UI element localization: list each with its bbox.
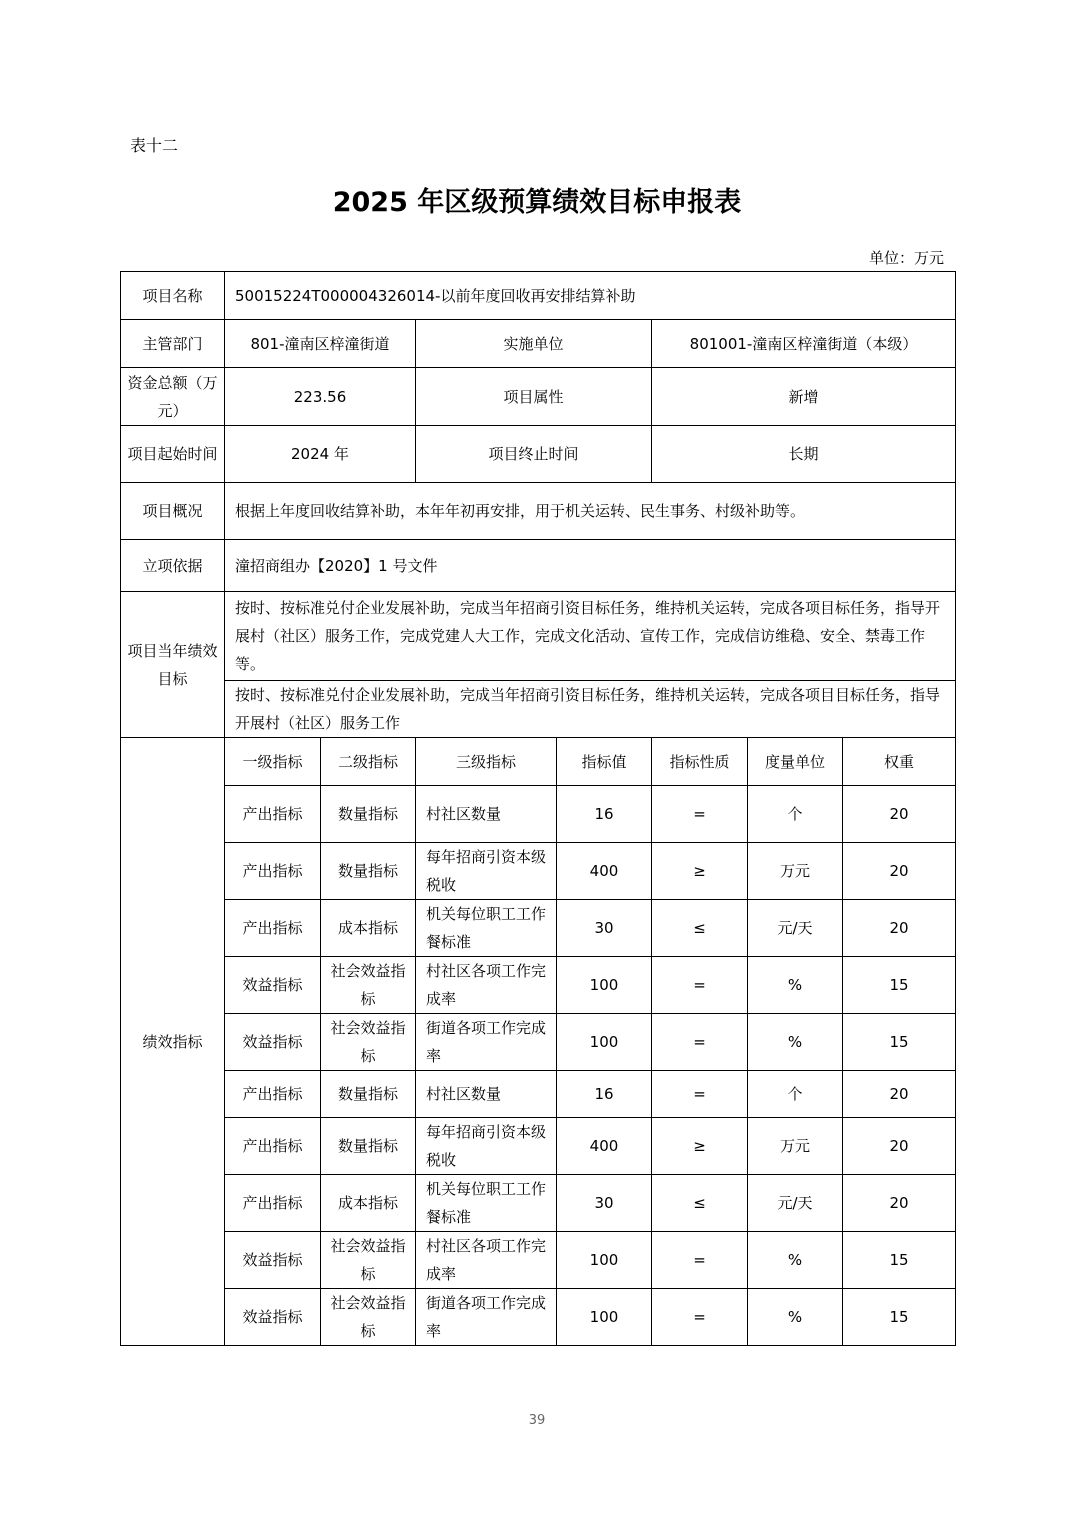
level2-cell: 社会效益指标 bbox=[321, 1014, 416, 1071]
impl-value: 801001-潼南区梓潼街道（本级） bbox=[652, 320, 956, 368]
dept-value: 801-潼南区梓潼街道 bbox=[225, 320, 416, 368]
level3-cell: 村社区各项工作完成率 bbox=[416, 1232, 557, 1289]
level3-cell: 机关每位职工工作餐标准 bbox=[416, 1175, 557, 1232]
table-label: 表十二 bbox=[130, 136, 179, 155]
indicator-row bbox=[121, 900, 956, 957]
unit-cell: % bbox=[748, 1289, 843, 1346]
nature-cell: = bbox=[652, 957, 748, 1014]
attr-value: 新增 bbox=[652, 368, 956, 426]
nature-cell: ≥ bbox=[652, 1118, 748, 1175]
value-header: 指标值 bbox=[557, 738, 652, 786]
unit-header: 度量单位 bbox=[748, 738, 843, 786]
value-cell: 16 bbox=[557, 1071, 652, 1118]
document-title: 2025 年区级预算绩效目标申报表 bbox=[332, 187, 742, 218]
indicator-row bbox=[121, 957, 956, 1014]
performance-form-table bbox=[120, 271, 956, 1346]
indicator-row bbox=[121, 1118, 956, 1175]
weight-cell: 20 bbox=[843, 1118, 956, 1175]
weight-header: 权重 bbox=[843, 738, 956, 786]
level2-cell: 数量指标 bbox=[321, 786, 416, 843]
value-cell: 100 bbox=[557, 1289, 652, 1346]
row-period bbox=[121, 426, 956, 483]
indicator-row bbox=[121, 1289, 956, 1346]
weight-cell: 15 bbox=[843, 957, 956, 1014]
fund-value: 223.56 bbox=[225, 368, 416, 426]
goal-value-1: 按时、按标准兑付企业发展补助，完成当年招商引资目标任务，维持机关运转，完成各项目标任务，指导开展村（社区）服务工作，完成党建人大工作，完成文化活动、宣传工作，完成信访维稳、安全、禁毒工作等。 bbox=[225, 592, 956, 681]
start-label: 项目起始时间 bbox=[121, 426, 225, 483]
dept-label: 主管部门 bbox=[121, 320, 225, 368]
value-cell: 16 bbox=[557, 786, 652, 843]
overview-value: 根据上年度回收结算补助，本年年初再安排，用于机关运转、民生事务、村级补助等。 bbox=[225, 483, 956, 540]
nature-header: 指标性质 bbox=[652, 738, 748, 786]
unit-cell: 万元 bbox=[748, 843, 843, 900]
unit-label: 单位：万元 bbox=[868, 249, 944, 267]
weight-cell: 20 bbox=[843, 1175, 956, 1232]
level2-cell: 社会效益指标 bbox=[321, 957, 416, 1014]
level1-cell: 产出指标 bbox=[225, 843, 321, 900]
fund-label: 资金总额（万元） bbox=[121, 368, 225, 426]
goal-value-2: 按时、按标准兑付企业发展补助，完成当年招商引资目标任务，维持机关运转，完成各项目目标任务，指导开展村（社区）服务工作 bbox=[225, 681, 956, 738]
indicator-row bbox=[121, 1232, 956, 1289]
project-name-label: 项目名称 bbox=[121, 272, 225, 320]
level3-cell: 机关每位职工工作餐标准 bbox=[416, 900, 557, 957]
indicator-row bbox=[121, 843, 956, 900]
level1-cell: 效益指标 bbox=[225, 1014, 321, 1071]
unit-cell: 万元 bbox=[748, 1118, 843, 1175]
level1-cell: 效益指标 bbox=[225, 1232, 321, 1289]
level3-cell: 街道各项工作完成率 bbox=[416, 1014, 557, 1071]
weight-cell: 15 bbox=[843, 1232, 956, 1289]
weight-cell: 20 bbox=[843, 1071, 956, 1118]
level1-cell: 效益指标 bbox=[225, 1289, 321, 1346]
goal-label: 项目当年绩效目标 bbox=[121, 592, 225, 738]
level1-cell: 产出指标 bbox=[225, 900, 321, 957]
level1-cell: 产出指标 bbox=[225, 1175, 321, 1232]
nature-cell: = bbox=[652, 786, 748, 843]
level2-cell: 数量指标 bbox=[321, 1071, 416, 1118]
project-name-value: 50015224T000004326014-以前年度回收再安排结算补助 bbox=[225, 272, 956, 320]
value-cell: 100 bbox=[557, 1014, 652, 1071]
end-value: 长期 bbox=[652, 426, 956, 483]
level1-cell: 效益指标 bbox=[225, 957, 321, 1014]
level2-cell: 数量指标 bbox=[321, 1118, 416, 1175]
level3-cell: 街道各项工作完成率 bbox=[416, 1289, 557, 1346]
level1-header: 一级指标 bbox=[225, 738, 321, 786]
level3-cell: 每年招商引资本级税收 bbox=[416, 843, 557, 900]
unit-cell: 个 bbox=[748, 786, 843, 843]
nature-cell: = bbox=[652, 1289, 748, 1346]
nature-cell: ≤ bbox=[652, 1175, 748, 1232]
row-overview bbox=[121, 483, 956, 540]
unit-cell: % bbox=[748, 1014, 843, 1071]
level2-cell: 社会效益指标 bbox=[321, 1232, 416, 1289]
level2-cell: 成本指标 bbox=[321, 900, 416, 957]
row-department bbox=[121, 320, 956, 368]
weight-cell: 20 bbox=[843, 843, 956, 900]
level3-cell: 村社区各项工作完成率 bbox=[416, 957, 557, 1014]
row-basis bbox=[121, 540, 956, 592]
basis-label: 立项依据 bbox=[121, 540, 225, 592]
level2-cell: 成本指标 bbox=[321, 1175, 416, 1232]
level1-cell: 产出指标 bbox=[225, 1071, 321, 1118]
level2-cell: 社会效益指标 bbox=[321, 1289, 416, 1346]
row-project-name bbox=[121, 272, 956, 320]
end-label: 项目终止时间 bbox=[416, 426, 652, 483]
page-number: 39 bbox=[528, 1413, 546, 1428]
value-cell: 400 bbox=[557, 843, 652, 900]
level1-cell: 产出指标 bbox=[225, 786, 321, 843]
weight-cell: 15 bbox=[843, 1289, 956, 1346]
overview-label: 项目概况 bbox=[121, 483, 225, 540]
unit-cell: % bbox=[748, 1232, 843, 1289]
value-cell: 400 bbox=[557, 1118, 652, 1175]
unit-cell: 元/天 bbox=[748, 1175, 843, 1232]
value-cell: 30 bbox=[557, 1175, 652, 1232]
level3-header: 三级指标 bbox=[416, 738, 557, 786]
nature-cell: = bbox=[652, 1014, 748, 1071]
indicator-row bbox=[121, 1175, 956, 1232]
attr-label: 项目属性 bbox=[416, 368, 652, 426]
nature-cell: = bbox=[652, 1071, 748, 1118]
start-value: 2024 年 bbox=[225, 426, 416, 483]
value-cell: 100 bbox=[557, 1232, 652, 1289]
row-goal-2 bbox=[121, 681, 956, 738]
unit-cell: 个 bbox=[748, 1071, 843, 1118]
level3-cell: 每年招商引资本级税收 bbox=[416, 1118, 557, 1175]
value-cell: 30 bbox=[557, 900, 652, 957]
indicators-section-label: 绩效指标 bbox=[121, 738, 225, 1346]
indicator-row bbox=[121, 1014, 956, 1071]
row-goal-1 bbox=[121, 592, 956, 681]
row-fund bbox=[121, 368, 956, 426]
nature-cell: = bbox=[652, 1232, 748, 1289]
weight-cell: 20 bbox=[843, 786, 956, 843]
indicator-row bbox=[121, 786, 956, 843]
level3-cell: 村社区数量 bbox=[416, 1071, 557, 1118]
nature-cell: ≥ bbox=[652, 843, 748, 900]
nature-cell: ≤ bbox=[652, 900, 748, 957]
impl-label: 实施单位 bbox=[416, 320, 652, 368]
indicator-header-row bbox=[121, 738, 956, 786]
weight-cell: 15 bbox=[843, 1014, 956, 1071]
weight-cell: 20 bbox=[843, 900, 956, 957]
indicator-row bbox=[121, 1071, 956, 1118]
level3-cell: 村社区数量 bbox=[416, 786, 557, 843]
unit-cell: 元/天 bbox=[748, 900, 843, 957]
unit-cell: % bbox=[748, 957, 843, 1014]
level2-header: 二级指标 bbox=[321, 738, 416, 786]
basis-value: 潼招商组办【2020】1 号文件 bbox=[225, 540, 956, 592]
level2-cell: 数量指标 bbox=[321, 843, 416, 900]
level1-cell: 产出指标 bbox=[225, 1118, 321, 1175]
value-cell: 100 bbox=[557, 957, 652, 1014]
